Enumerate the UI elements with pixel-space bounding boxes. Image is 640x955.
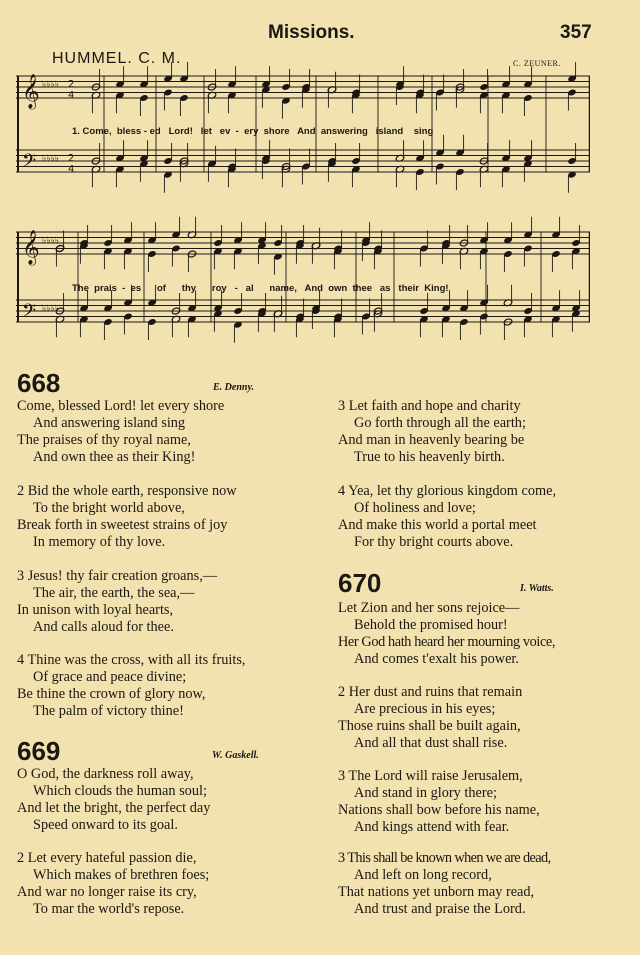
hymn-669-s1-l1: O God, the darkness roll away, xyxy=(17,766,194,782)
hymn-668-s1-l1: Come, blessed Lord! let every shore xyxy=(17,398,225,414)
hymn-number-669: 669 xyxy=(17,736,61,766)
hymn-669-s2-l3: And war no longer raise its cry, xyxy=(17,884,197,900)
hymn-668-s4-l3: Be thine the crown of glory now, xyxy=(17,686,206,702)
hymn-670-s2-l1: 2 Her dust and ruins that remain xyxy=(338,684,523,700)
time-signature-icon: 4 xyxy=(68,90,75,101)
hymn-668-s6-l2: Of holiness and love; xyxy=(354,500,476,516)
hymn-669-s1-l2: Which clouds the human soul; xyxy=(33,783,207,799)
hymn-668-s3-l1: 3 Jesus! thy fair creation groans,— xyxy=(17,568,218,584)
hymn-670-s4-l1: 3 This shall be known when we are dead, xyxy=(338,850,551,866)
hymn-670-s3-l3: Nations shall bow before his name, xyxy=(338,802,540,818)
hymn-670-s1-l4: And comes t'exalt his power. xyxy=(354,651,519,667)
hymn-author-668: E. Denny. xyxy=(213,382,255,393)
hymn-668-s3-l4: And calls aloud for thee. xyxy=(33,619,174,635)
hymn-670-s4-l2: And left on long record, xyxy=(354,867,492,883)
treble-clef-icon: 𝄞 xyxy=(22,230,40,265)
hymn-670-s2-l3: Those ruins shall be built again, xyxy=(338,718,521,734)
hymn-670-s1-l1: Let Zion and her sons rejoice— xyxy=(338,600,520,616)
hymn-669-s2-l4: To mar the world's repose. xyxy=(33,901,185,917)
hymn-670-s4-l3: That nations yet unborn may read, xyxy=(338,884,535,900)
time-signature-icon: 2 xyxy=(68,79,75,90)
hymn-number-668: 668 xyxy=(17,368,61,398)
hymn-670-s1-l2: Behold the promised hour! xyxy=(354,617,508,633)
hymn-669-s2-l1: 2 Let every hateful passion die, xyxy=(17,850,197,866)
hymn-668-s4-l1: 4 Thine was the cross, with all its fruits, xyxy=(17,652,246,668)
flat-signs-icon: ♭♭♭♭ xyxy=(42,154,59,164)
hymn-668-s6-l1: 4 Yea, let thy glorious kingdom come, xyxy=(338,483,557,499)
hymn-668-s2-l4: In memory of thy love. xyxy=(33,534,166,550)
flat-signs-icon: ♭♭♭♭ xyxy=(42,236,59,246)
flat-signs-icon: ♭♭♭♭ xyxy=(42,80,59,90)
time-signature-icon: 4 xyxy=(68,164,75,175)
lyrics-line-2: The prais - es of thy roy - al name, And own thee as their King! xyxy=(72,283,449,294)
hymn-668-s1-l2: And answering island sing xyxy=(33,415,186,431)
music-score xyxy=(16,62,590,362)
hymn-668-s1-l3: The praises of thy royal name, xyxy=(17,432,191,448)
hymn-668-s3-l2: The air, the earth, the sea,— xyxy=(33,585,195,601)
section-title: Missions. xyxy=(268,22,355,43)
hymn-668-s4-l2: Of grace and peace divine; xyxy=(33,669,187,685)
hymn-670-s3-l2: And stand in glory there; xyxy=(354,785,497,801)
hymn-670-s4-l4: And trust and praise the Lord. xyxy=(354,901,526,917)
hymn-668-s5-l4: True to his heavenly birth. xyxy=(354,449,505,465)
hymn-668-s5-l3: And man in heavenly bearing be xyxy=(338,432,525,448)
hymn-668-s2-l2: To the bright world above, xyxy=(33,500,185,516)
hymn-number-670: 670 xyxy=(338,568,382,598)
hymn-669-s1-l4: Speed onward to its goal. xyxy=(33,817,178,833)
hymn-670-s3-l1: 3 The Lord will raise Jerusalem, xyxy=(338,768,523,784)
hymn-668-s5-l2: Go forth through all the earth; xyxy=(354,415,526,431)
time-signature-icon: 2 xyxy=(68,153,75,164)
bass-clef-icon: 𝄢 xyxy=(22,301,37,326)
hymn-668-s4-l4: The palm of victory thine! xyxy=(33,703,184,719)
hymn-author-670: I. Watts. xyxy=(520,583,554,594)
hymn-670-s3-l4: And kings attend with fear. xyxy=(354,819,510,835)
hymn-668-s6-l3: And make this world a portal meet xyxy=(338,517,537,533)
bass-clef-icon: 𝄢 xyxy=(22,151,37,176)
hymn-668-s6-l4: For thy bright courts above. xyxy=(354,534,514,550)
hymn-668-s3-l3: In unison with loyal hearts, xyxy=(17,602,174,618)
lyrics-line-1: 1. Come, bless - ed Lord! let ev - ery shore And answering island sing xyxy=(72,126,434,137)
hymn-670-s2-l2: Are precious in his eyes; xyxy=(354,701,496,717)
hymn-668-s2-l3: Break forth in sweetest strains of joy xyxy=(17,517,228,533)
hymn-670-s1-l3: Her God hath heard her mourning voice, xyxy=(338,634,556,650)
hymn-668-s2-l1: 2 Bid the whole earth, responsive now xyxy=(17,483,237,499)
hymn-669-s2-l2: Which makes of brethren foes; xyxy=(33,867,210,883)
page-header xyxy=(0,20,640,50)
hymn-670-s2-l4: And all that dust shall rise. xyxy=(354,735,508,751)
hymn-668-s1-l4: And own thee as their King! xyxy=(33,449,196,465)
hymn-669-s1-l3: And let the bright, the perfect day xyxy=(17,800,211,816)
music-notes xyxy=(22,62,581,343)
tune-name: HUMMEL. C. M. xyxy=(52,50,182,67)
composer-credit: C. ZEUNER. xyxy=(513,59,561,68)
page-number: 357 xyxy=(560,22,592,43)
treble-clef-icon: 𝄞 xyxy=(22,74,40,109)
flat-signs-icon: ♭♭♭♭ xyxy=(42,304,59,314)
hymn-668-s5-l1: 3 Let faith and hope and charity xyxy=(338,398,521,414)
hymn-author-669: W. Gaskell. xyxy=(212,750,259,761)
